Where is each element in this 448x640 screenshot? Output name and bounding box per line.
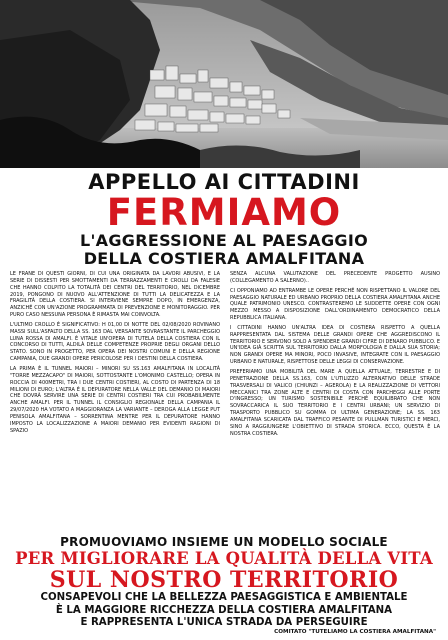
amalfi-coast-photo bbox=[0, 0, 448, 168]
appeal-title: APPELLO AI CITTADINI bbox=[88, 170, 360, 194]
right-paragraph: I CITTADINI HANNO UN'ALTRA IDEA DI COSTIERA RISPETTO A QUELLA RAPPRESENTATA DAL SISTEMA DELLE GRANDI OPERE CHE AGGREDISCONO IL TERRITORIO E SERVONO SOLO A SPENDERE GRANDI CIFRE DI DENARO PUBBLICO. E UN'IDEA GIÀ SCRITTA SUL TERRITORIO DALLA MORFOLOGIA E DALLA SUA STORIA; NON GRANDI OPERE MA MINORI, POCO INVASIVE, INTEGRATE CON IL PAESAGGIO URBANO E NATURALE, RISPETTOSE DELLE LEGGI DI CONSERVAZIONE. bbox=[230, 324, 440, 366]
subtitle-line-1: L'AGGRESSIONE AL PAESAGGIO bbox=[79, 231, 368, 250]
left-column bbox=[10, 271, 220, 434]
aware-line-1: CONSAPEVOLI CHE LA BELLEZZA PAESAGGISTICA E AMBIENTALE bbox=[40, 592, 408, 603]
aware-line-3: E RAPPRESENTA L'UNICA STRADA DA PERSEGUIRE bbox=[80, 617, 368, 628]
right-paragraph: PREFERIAMO UNA MOBILITÀ DEL MARE A QUELLA ATTUALE, TERRESTRE E DI PENETRAZIONE DELLA SS.163, CON L'UTILIZZO ALTERNATIVO DELLE STRADE TRASVERSALI DI VALICO (CHIUNZI – AGEROLA) E LA REALIZZAZIONE DI VETTORI MECCANICI TRA ZONE ALTE E CENTRI DI COSTA CON PARCHEGGI ALLE PORTE D'INGRESSO; UN TURISMO SOSTENIBILE PERCHÉ EQUILIBRATO CHE NON SOVRACCARICA IL SUO TERRITORIO E I CENTRI URBANI; UN SERVIZIO DI TRASPORTO PUBBLICO SU GOMMA DI ULTIMA GENERAZIONE; LA SS. 163 AMALFITANA SCARICATA DAL TRAFFICO PESANTE DI PULLMAN TURISTICI E MERCI, SINO A RAGGIUNGERE L'OBIETTIVO DI STRADA STORICA. ECCO, QUESTA È LA NOSTRA COSTIERA. bbox=[230, 368, 440, 437]
quality-line: PER MIGLIORARE LA QUALITÀ DELLA VITA bbox=[15, 549, 433, 568]
right-column bbox=[230, 271, 440, 437]
right-paragraph: CI OPPONIAMO AD ENTRAMBE LE OPERE PERCHÉ NON RISPETTANO IL VALORE DEL PAESAGGIO NATURALE ED URBANO PROPRIO DELLA COSTIERA AMALFITANA ANCHE QUALE PATRIMONIO UNESCO. CONTRASTEREMO LE SUDDETTE OPERE CON OGNI MEZZO MESSO A DISPOSIZIONE DALL'ORDINAMENTO DEMOCRATICO DELLA REPUBBLICA ITALIANA. bbox=[230, 287, 440, 322]
right-paragraph: SENZA ALCUNA VALUTAZIONE DEL PRECEDENTE PROGETTO AUSINO (COLLEGAMENTO A SALERNO).. bbox=[230, 271, 440, 284]
body-columns bbox=[10, 271, 440, 533]
subtitle-line-2: DELLA COSTIERA AMALFITANA bbox=[83, 249, 365, 268]
header-photo bbox=[0, 0, 448, 168]
left-paragraph: L'ULTIMO CROLLO È SIGNIFICATIVO: H 01,00 DI NOTTE DEL 02/08/2020 ROVINANO MASSI SULL'ASFALTO DELLA SS. 163 DAL VERSANTE SOVRASTANTE IL PARCHEGGIO LUNA ROSSA DI AMALFI. È VITALE UN'OPERA DI TUTELA DELLA COSTIERA CON IL CONCORSO DI TUTTI, ALDILÀ DELLE COMPETENZE PROPRIE DEGLI ORGANI DELLO STATO. SONO IN PROGETTO, PER OPERA DEI NOSTRI COMUNI E DELLA REGIONE CAMPANIA, DUE GRANDI OPERE PERICOLOSE PER I DESTINI DELLA COSTIERA. bbox=[10, 321, 220, 363]
left-paragraph: LE FRANE DI QUESTI GIORNI, DI CUI UNA ORIGINATA DA LAVORI ABUSIVI, E LA SERIE DI DISSESTI PER SMOTTAMENTI DA TERRAZZAMENTI E CROLLI DA FALESIE CHE HANNO COLPITO LA TOTALITÀ DEI CENTRI DEL TERRITORIO, NEL DICEMBRE 2019, PONGONO DI NUOVO ALL'ATTENZIONE DI TUTTI LA DELICATEZZA E LA FRAGILITÀ DELLA COSTIERA. SI INTERVIENE SEMPRE DOPO, IN EMERGENZA, ANZICHÉ CON UN'AZIONE PROGRAMMATA DI PREVENZIONE E MONITORAGGIO. PER PURO CASO NESSUNA PERSONA È RIMASTA MAI COINVOLTA. bbox=[10, 271, 220, 319]
territory-line: SUL NOSTRO TERRITORIO bbox=[49, 567, 399, 593]
left-paragraph: LA PRIMA È IL TUNNEL MAIORI – MINORI SU SS.163 AMALFITANA IN LOCALITÀ "TORRE MEZZACAPO" DI MAIORI, SOTTOSTANTE L'OMONIMO CASTELLO; OPERA IN ROCCIA DI 400METRI, TRA I DUE CENTRI COSTIERI, AL COSTO DI PARTENZA DI 18 MILIONI DI EURO; L'ALTRA È IL DEPURATORE NELLA VALLE DEL DEMANIO DI MAIORI CHE DOVRÀ SERVIRE UNA SERIE DI CENTRI COSTIERI TRA CUI PROBABILMENTE ANCHE AMALFI. PER IL TUNNEL IL CONSIGLIO REGIONALE DELLA CAMPANIA IL 29/07/2020 HA VOTATO A MAGGIORANZA LA VARIANTE – DEROGA ALLA LEGGE PUT PENISOLA AMALFITANA – SORRENTINA MENTRE PER IL DEPURATORE HANNO IMPOSTO LA LOCALIZZAZIONE A MAIORI DEMANIO PER EVIDENTI RAGIONI DI SPAZIO bbox=[10, 365, 220, 434]
bottom-block bbox=[0, 535, 448, 630]
aware-line-2: È LA MAGGIORE RICCHEZZA DELLA COSTIERA AMALFITANA bbox=[55, 604, 393, 616]
promote-line: PROMUOVIAMO INSIEME UN MODELLO SOCIALE bbox=[60, 535, 388, 549]
main-title: FERMIAMO bbox=[106, 191, 342, 234]
committee-signature: COMITATO "TUTELIAMO LA COSTIERA AMALFITANA" bbox=[274, 629, 436, 635]
headline-block bbox=[0, 170, 448, 268]
